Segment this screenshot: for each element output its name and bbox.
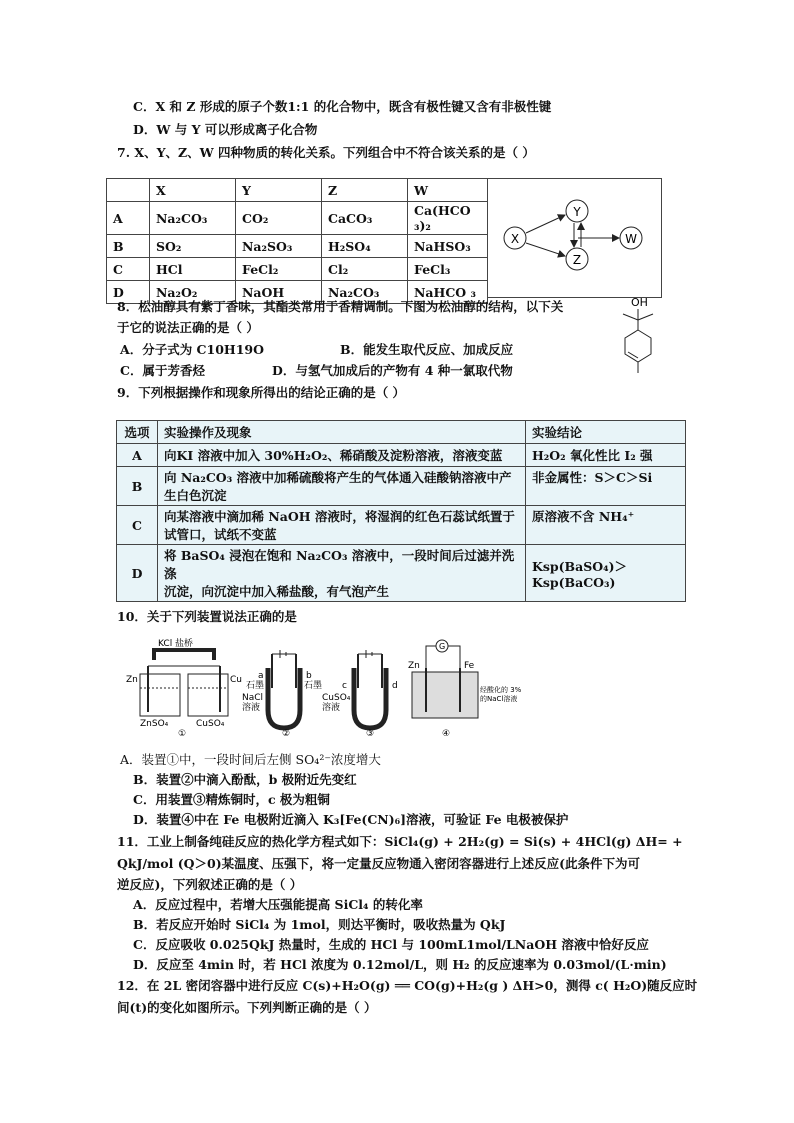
cell-line: 生白色沉淀 xyxy=(164,488,227,503)
b-label: b xyxy=(306,671,312,681)
table-cell: Y xyxy=(236,179,322,202)
table-cell: 原溶液不含 NH₄⁺ xyxy=(526,506,686,545)
table-cell: Na₂CO₃ xyxy=(150,202,236,235)
table-cell xyxy=(158,467,526,506)
table-cell: Na₂CO₃ xyxy=(322,281,408,304)
table-header-row xyxy=(117,421,686,444)
question-11-line2: QkJ/mol (Q＞0)某温度、压强下，将一定量反应物通入密闭容器进行上述反应(此条件下为可 xyxy=(117,856,641,871)
table-cell: 实验操作及现象 xyxy=(158,421,526,444)
question-11-line1: 11．工业上制备纯硅反应的热化学方程式如下：SiCl₄(g) + 2H₂(g) = Si(s) + 4HCl(g) ΔH= + xyxy=(117,834,683,849)
table-cell: C xyxy=(117,506,158,545)
table-cell: A xyxy=(117,444,158,467)
device-1 xyxy=(126,637,242,739)
table-cell: FeCl₃ xyxy=(408,258,488,281)
terpineol-structure xyxy=(605,296,675,378)
question-11-option-c: C．反应吸收 0.025QkJ 热量时，生成的 HCl 与 100mL1mol/LNaOH 溶液中恰好反应 xyxy=(133,937,649,952)
znso4-label: ZnSO₄ xyxy=(140,719,169,729)
a-label: a xyxy=(258,671,264,681)
question-10: 10．关于下列装置说法正确的是 xyxy=(117,609,297,624)
table-cell: Na₂O₂ xyxy=(150,281,236,304)
kcl-label: KCl 盐桥 xyxy=(158,639,194,649)
table-row xyxy=(117,467,686,506)
table-cell: Cl₂ xyxy=(322,258,408,281)
table-cell: X xyxy=(150,179,236,202)
zn-label-4: Zn xyxy=(408,661,420,671)
table-cell: H₂O₂ 氧化性比 I₂ 强 xyxy=(526,444,686,467)
c-label: c xyxy=(342,681,347,691)
question-12-line2: 间(t)的变化如图所示。下列判断正确的是（ ） xyxy=(117,1000,377,1015)
galvanometer-label: G xyxy=(439,642,446,651)
label-3: ③ xyxy=(366,729,375,739)
table-cell: 非金属性：S＞C＞Si xyxy=(526,467,686,506)
apparatus-figure xyxy=(126,632,526,740)
table-cell: Z xyxy=(322,179,408,202)
table-header-row xyxy=(107,179,488,202)
table-row xyxy=(107,258,488,281)
question-11-option-b: B．若反应开始时 SiCl₄ 为 1mol，则达平衡时，吸收热量为 QkJ xyxy=(133,917,506,932)
graphite-label-left: 石墨 xyxy=(246,681,265,691)
cell-line: 向 Na₂CO₃ 溶液中加稀硫酸将产生的气体通入硅酸钠溶液中产 xyxy=(164,470,512,485)
fe-label: Fe xyxy=(464,661,475,671)
question-8-option-c: C．属于芳香烃 xyxy=(120,363,205,378)
table-row xyxy=(107,202,488,235)
question-10-option-c: C．用装置③精炼铜时，c 极为粗铜 xyxy=(133,792,330,807)
table-cell: NaHCO ₃ xyxy=(408,281,488,304)
table-cell xyxy=(158,506,526,545)
question-10-option-b: B．装置②中滴入酚酞，b 极附近先变红 xyxy=(133,772,357,787)
device-2 xyxy=(242,650,322,739)
table-cell: B xyxy=(107,235,150,258)
question-8-option-a: A．分子式为 C10H19O xyxy=(120,342,264,357)
table-cell: D xyxy=(117,545,158,602)
device-3 xyxy=(322,650,398,739)
node-y-label: Y xyxy=(573,205,581,219)
table-cell: Ca(HCO ₃)₂ xyxy=(408,202,488,235)
table-cell: NaHSO₃ xyxy=(408,235,488,258)
question-11-option-a: A．反应过程中，若增大压强能提高 SiCl₄ 的转化率 xyxy=(133,897,423,912)
option-c-line: C．X 和 Z 形成的原子个数1:1 的化合物中，既含有极性键又含有非极性键 xyxy=(133,99,552,114)
oh-label: OH xyxy=(631,296,648,309)
d-label: d xyxy=(392,681,398,691)
conversion-diagram-box xyxy=(487,178,662,298)
question-8-option-d: D．与氢气加成后的产物有 4 种一氯取代物 xyxy=(272,363,513,378)
graphite-label-right: 石墨 xyxy=(304,681,323,691)
table-cell: NaOH xyxy=(236,281,322,304)
table-cell: SO₂ xyxy=(150,235,236,258)
cell-line: 沉淀，向沉淀中加入稀盐酸，有气泡产生 xyxy=(164,584,390,599)
table-cell: Na₂SO₃ xyxy=(236,235,322,258)
solution-label-3: 溶液 xyxy=(322,703,341,713)
cuso4-label: CuSO₄ xyxy=(196,719,225,729)
table-cell xyxy=(107,179,150,202)
question-12-line1: 12．在 2L 密闭容器中进行反应 C(s)+H₂O(g) ══ CO(g)+H₂(g ) ΔH>0，测得 c( H₂O)随反应时 xyxy=(117,978,698,993)
question-9: 9．下列根据操作和现象所得出的结论正确的是（ ） xyxy=(117,385,406,400)
question-8-option-b: B．能发生取代反应、加成反应 xyxy=(340,342,514,357)
table-cell: HCl xyxy=(150,258,236,281)
node-x-label: X xyxy=(510,232,520,246)
cuso4-label-3: CuSO₄ xyxy=(322,693,351,703)
node-z-label: Z xyxy=(572,253,582,267)
question-7: 7. X、Y、Z、W 四种物质的转化关系。下列组合中不符合该关系的是（ ） xyxy=(117,145,535,160)
table-cell: CO₂ xyxy=(236,202,322,235)
arrow-x-y xyxy=(526,215,565,233)
table-cell: D xyxy=(107,281,150,304)
cu-label: Cu xyxy=(230,675,242,685)
conversion-diagram xyxy=(487,179,661,297)
device-4 xyxy=(408,640,522,739)
cell-line: 将 BaSO₄ 浸泡在饱和 Na₂CO₃ 溶液中，一段时间后过滤并洗涤 xyxy=(164,548,515,581)
table-question-7 xyxy=(106,178,488,304)
node-w-label: W xyxy=(625,232,637,246)
table-question-9 xyxy=(116,420,686,602)
arrow-x-z xyxy=(526,243,565,256)
solution-label: 溶液 xyxy=(242,703,261,713)
label-1: ① xyxy=(178,729,187,739)
label-4: ④ xyxy=(442,729,451,739)
table-cell: CaCO₃ xyxy=(322,202,408,235)
table-cell: 实验结论 xyxy=(526,421,686,444)
question-11-line3: 逆反应)，下列叙述正确的是（ ） xyxy=(117,877,303,892)
nacl-solution-label: 的NaCl溶液 xyxy=(480,695,518,703)
table-row xyxy=(117,444,686,467)
nacl-label: NaCl xyxy=(242,693,264,703)
question-11-option-d: D．反应至 4min 时，若 HCl 浓度为 0.12mol/L，则 H₂ 的反应速率为 0.03mol/(L·min) xyxy=(133,957,667,972)
table-cell: A xyxy=(107,202,150,235)
table-row xyxy=(117,545,686,602)
table-row xyxy=(107,235,488,258)
table-cell: H₂SO₄ xyxy=(322,235,408,258)
table-cell: C xyxy=(107,258,150,281)
table-cell: Ksp(BaSO₄)＞Ksp(BaCO₃) xyxy=(526,545,686,602)
question-10-option-a: A．装置①中，一段时间后左侧 SO₄²⁻浓度增大 xyxy=(120,752,381,767)
table-cell: W xyxy=(408,179,488,202)
table-cell xyxy=(158,545,526,602)
acidified-label: 经酸化的 3% xyxy=(480,686,522,694)
question-8-line2: 于它的说法正确的是（ ） xyxy=(117,320,259,335)
cell-line: 向某溶液中滴加稀 NaOH 溶液时，将湿润的红色石蕊试纸置于 xyxy=(164,509,515,524)
question-10-option-d: D．装置④中在 Fe 电极附近滴入 K₃[Fe(CN)₆]溶液，可验证 Fe 电极被保护 xyxy=(133,812,569,827)
table-row xyxy=(117,506,686,545)
table-cell: 向KI 溶液中加入 30%H₂O₂、稀硝酸及淀粉溶液，溶液变蓝 xyxy=(158,444,526,467)
table-cell: FeCl₂ xyxy=(236,258,322,281)
question-8-line1: 8．松油醇具有紫丁香味，其酯类常用于香精调制。下图为松油醇的结构，以下关 xyxy=(117,299,564,314)
label-2: ② xyxy=(282,729,291,739)
zn-label: Zn xyxy=(126,675,138,685)
cell-line: 试管口，试纸不变蓝 xyxy=(164,527,277,542)
option-d-line: D．W 与 Y 可以形成离子化合物 xyxy=(133,122,318,137)
table-cell: 选项 xyxy=(117,421,158,444)
table-cell: B xyxy=(117,467,158,506)
